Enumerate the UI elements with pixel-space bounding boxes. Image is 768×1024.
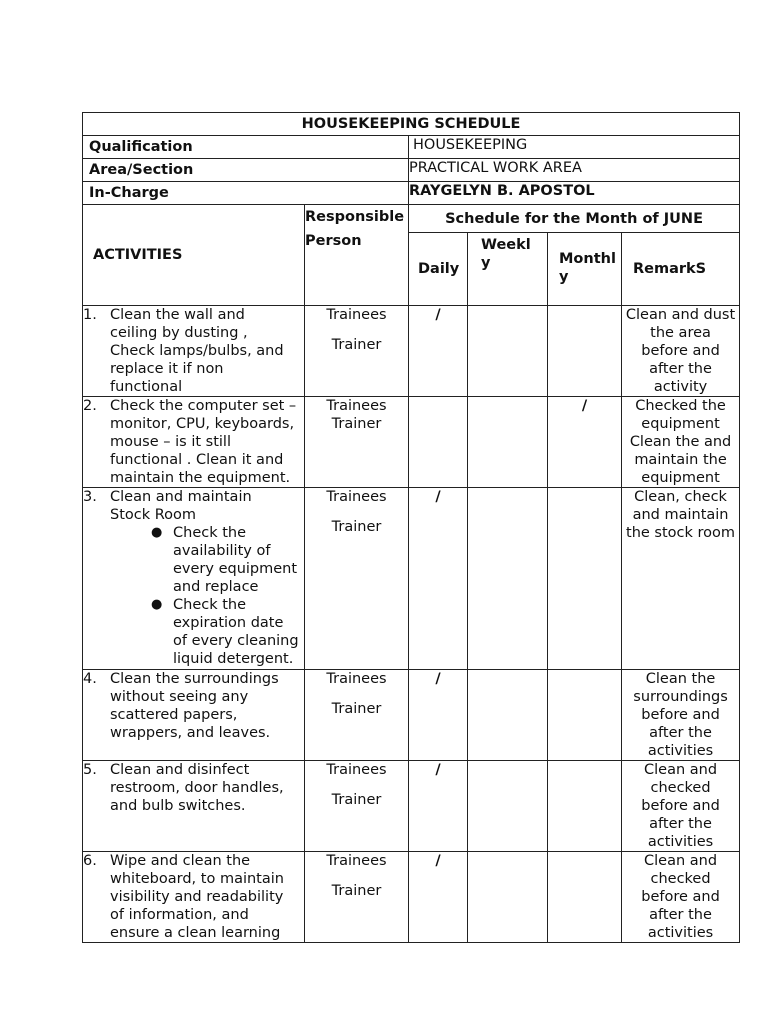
text-line: whiteboard, to maintain [110, 871, 284, 887]
text-line: visibility and readability [110, 889, 284, 905]
text-line: mouse – is it still [110, 434, 231, 450]
text-line: y [559, 269, 569, 285]
text-line: before and [641, 343, 720, 359]
text-line: restroom, door handles, [110, 780, 284, 796]
text-line: after the [649, 725, 712, 741]
text-line: Check lamps/bulbs, and [110, 343, 284, 359]
text-line: and replace [173, 579, 259, 595]
bullet-icon: ● [151, 525, 163, 540]
text-line: activities [647, 925, 714, 941]
text-line: Clean and maintain [110, 489, 252, 505]
text-line: Clean and dust [625, 307, 736, 323]
text-line: liquid detergent. [173, 651, 294, 667]
text-line: activities [647, 834, 714, 850]
text-line: before and [641, 889, 720, 905]
text-line: Check the [173, 525, 247, 541]
info-row [83, 136, 740, 159]
responsible-header [305, 205, 409, 306]
text-line: and bulb switches. [110, 798, 246, 814]
text-line: Checked the [635, 398, 726, 414]
text-line: ceiling by dusting , [110, 325, 248, 341]
text-line: after the [649, 816, 712, 832]
text-line: and maintain [632, 507, 729, 523]
activity-cell [83, 670, 305, 761]
text-line: checked [650, 871, 711, 887]
daily-mark: / [409, 852, 468, 943]
text-line: maintain the equipment. [110, 470, 291, 486]
activity-cell [83, 852, 305, 943]
text-line: Person [305, 233, 362, 249]
activity-row [83, 761, 740, 852]
text-line: Stock Room [110, 507, 197, 523]
daily-header: Daily [409, 233, 468, 306]
responsible-cell [305, 306, 409, 397]
text-line: Clean the [645, 671, 716, 687]
remarks-cell [622, 397, 740, 488]
responsible-cell [305, 852, 409, 943]
text-line: Clean and [644, 853, 718, 869]
responsible-person: Trainer [331, 883, 382, 899]
daily-mark: / [409, 761, 468, 852]
remarks-header: RemarkS [622, 233, 740, 306]
text-line: before and [641, 707, 720, 723]
activities-header: ACTIVITIES [83, 205, 305, 306]
bullet-item [151, 596, 304, 668]
responsible-person: Trainer [331, 701, 382, 717]
responsible-person: Trainees [326, 762, 387, 778]
activity-cell [83, 397, 305, 488]
text-line: Check the computer set – [110, 398, 297, 414]
responsible-person: Trainer [331, 337, 382, 353]
bullet-icon: ● [151, 597, 163, 612]
responsible-person: Trainees [326, 853, 387, 869]
text-line: expiration date [173, 615, 284, 631]
text-line: maintain the [634, 452, 727, 468]
responsible-person: Trainer [331, 792, 382, 808]
text-line: activity [653, 379, 708, 395]
text-line: equipment [641, 416, 720, 432]
text-line: Wipe and clean the [110, 853, 251, 869]
text-line: of every cleaning [173, 633, 299, 649]
responsible-cell [305, 488, 409, 670]
remarks-cell [622, 852, 740, 943]
responsible-cell [305, 397, 409, 488]
activity-number: 6. [83, 853, 97, 869]
text-line: availability of [173, 543, 271, 559]
activity-row [83, 306, 740, 397]
responsible-cell [305, 761, 409, 852]
activity-row [83, 488, 740, 670]
info-row [83, 182, 740, 205]
responsible-person: Trainees [326, 307, 387, 323]
text-line: checked [650, 780, 711, 796]
housekeeping-schedule-table [82, 112, 740, 943]
text-line: y [481, 255, 491, 271]
text-line: every equipment [173, 561, 298, 577]
text-line: Clean, check [634, 489, 727, 505]
text-line: Clean the surroundings [110, 671, 279, 687]
responsible-person: Trainer [331, 519, 382, 535]
monthly-header [548, 233, 622, 306]
remarks-cell [622, 670, 740, 761]
activity-row [83, 397, 740, 488]
monthly-mark [548, 852, 622, 943]
text-line: Monthl [559, 251, 616, 267]
monthly-mark [548, 488, 622, 670]
monthly-mark [548, 670, 622, 761]
text-line: replace it if non [110, 361, 224, 377]
responsible-person: Trainees [326, 398, 387, 414]
weekly-mark [468, 306, 548, 397]
bullet-item [151, 524, 304, 596]
text-line: equipment [641, 470, 720, 486]
text-line: Clean and disinfect [110, 762, 250, 778]
activity-number: 1. [83, 307, 97, 323]
text-line: without seeing any [110, 689, 249, 705]
info-label: Area/Section [83, 159, 409, 182]
text-line: functional . Clean it and [110, 452, 284, 468]
weekly-mark [468, 761, 548, 852]
info-row [83, 159, 740, 182]
daily-mark: / [409, 488, 468, 670]
activity-cell [83, 761, 305, 852]
text-line: monitor, CPU, keyboards, [110, 416, 295, 432]
responsible-person: Trainees [326, 671, 387, 687]
text-line: of information, and [110, 907, 249, 923]
activity-cell [83, 488, 305, 670]
activity-number: 2. [83, 398, 97, 414]
activity-row [83, 670, 740, 761]
text-line: Weekl [481, 237, 531, 253]
responsible-person: Trainees [326, 489, 387, 505]
info-value: HOUSEKEEPING [409, 136, 740, 159]
activity-number: 5. [83, 762, 97, 778]
monthly-mark: / [548, 397, 622, 488]
monthly-mark [548, 761, 622, 852]
activity-number: 4. [83, 671, 97, 687]
text-line: before and [641, 798, 720, 814]
daily-mark: / [409, 670, 468, 761]
text-line: the stock room [626, 525, 736, 541]
text-line: Clean the wall and [110, 307, 245, 323]
text-line: Check the [173, 597, 247, 613]
text-line: after the [649, 907, 712, 923]
info-value: PRACTICAL WORK AREA [409, 159, 740, 182]
activity-row [83, 852, 740, 943]
text-line: functional [110, 379, 183, 395]
weekly-mark [468, 488, 548, 670]
weekly-mark [468, 670, 548, 761]
remarks-cell [622, 761, 740, 852]
activity-cell [83, 306, 305, 397]
schedule-title: HOUSEKEEPING SCHEDULE [83, 113, 740, 136]
weekly-mark [468, 397, 548, 488]
text-line: scattered papers, [110, 707, 238, 723]
daily-mark [409, 397, 468, 488]
info-label: Qualification [83, 136, 409, 159]
remarks-cell [622, 306, 740, 397]
text-line: the area [650, 325, 711, 341]
info-label: In-Charge [83, 182, 409, 205]
text-line: surroundings [633, 689, 728, 705]
text-line: ensure a clean learning [110, 925, 281, 941]
text-line: wrappers, and leaves. [110, 725, 271, 741]
info-value: RAYGELYN B. APOSTOL [409, 182, 740, 205]
text-line: Clean the and [629, 434, 732, 450]
daily-mark: / [409, 306, 468, 397]
text-line: activities [647, 743, 714, 759]
text-line: Responsible [305, 209, 405, 225]
responsible-cell [305, 670, 409, 761]
weekly-header [468, 233, 548, 306]
monthly-mark [548, 306, 622, 397]
text-line: Clean and [644, 762, 718, 778]
text-line: after the [649, 361, 712, 377]
remarks-cell [622, 488, 740, 670]
schedule-month-header: Schedule for the Month of JUNE [409, 205, 740, 233]
weekly-mark [468, 852, 548, 943]
responsible-person: Trainer [331, 416, 382, 432]
header-row [83, 205, 740, 233]
activity-number: 3. [83, 489, 97, 505]
